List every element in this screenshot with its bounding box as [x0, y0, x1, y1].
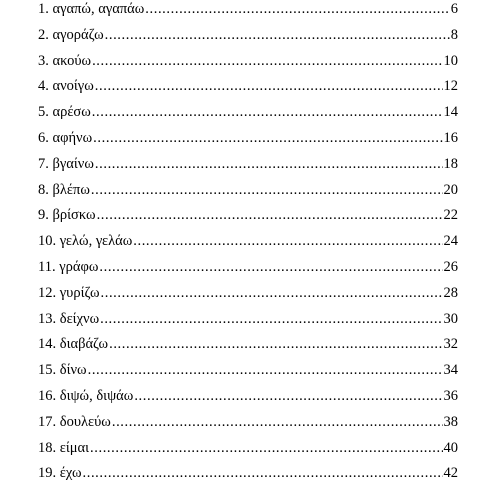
entry-title: γράφω	[59, 259, 99, 275]
toc-entry[interactable]	[38, 414, 458, 436]
entry-number: 18.	[38, 439, 57, 456]
entry-page-number: 28	[443, 284, 458, 301]
dot-leader	[112, 414, 443, 431]
entry-title: διψώ, διψάω	[59, 388, 134, 404]
toc-entry[interactable]	[38, 336, 458, 358]
entry-title: βλέπω	[52, 181, 90, 198]
entry-page-number: 32	[443, 336, 458, 353]
entry-number: 12.	[38, 284, 57, 301]
entry-page-number: 42	[443, 465, 458, 482]
entry-title: αρέσω	[52, 104, 91, 121]
dot-leader	[97, 207, 443, 224]
entry-title: έχω	[59, 465, 82, 482]
entry-page-number: 18	[443, 155, 458, 172]
entry-title: γυρίζω	[59, 284, 100, 301]
entry-page-number: 30	[443, 310, 458, 327]
dot-leader	[101, 285, 443, 302]
entry-number: 6.	[38, 130, 49, 146]
entry-number: 8.	[38, 181, 49, 198]
entry-title: αγοράζω	[52, 26, 104, 43]
dot-leader	[134, 388, 442, 405]
dot-leader	[91, 182, 443, 199]
entry-number: 10.	[38, 233, 57, 250]
entry-title: δείχνω	[59, 310, 100, 327]
entry-number: 9.	[38, 207, 49, 224]
dot-leader	[145, 1, 449, 18]
entry-number: 1.	[38, 1, 49, 17]
toc-entry[interactable]	[38, 440, 458, 462]
entry-page-number: 12	[443, 78, 458, 95]
entry-title: ακούω	[52, 52, 92, 69]
entry-number: 11.	[38, 259, 56, 275]
entry-number: 13.	[38, 310, 57, 327]
entry-page-number: 34	[443, 362, 458, 379]
dot-leader	[95, 78, 443, 95]
dot-leader	[92, 104, 443, 121]
toc-entry[interactable]	[38, 465, 458, 487]
entry-title: αγαπώ, αγαπάω	[52, 1, 145, 17]
entry-page-number: 10	[443, 52, 458, 69]
toc-entry[interactable]	[38, 156, 458, 178]
toc-entry[interactable]	[38, 130, 458, 152]
entry-title: βγαίνω	[52, 155, 94, 172]
entry-number: 16.	[38, 388, 57, 404]
entry-page-number: 40	[443, 439, 458, 456]
toc-entry[interactable]	[38, 388, 458, 410]
dot-leader	[133, 233, 442, 250]
entry-title: δίνω	[59, 362, 87, 379]
entry-number: 15.	[38, 362, 57, 379]
dot-leader	[105, 27, 450, 44]
entry-page-number: 38	[443, 413, 458, 430]
toc-entry[interactable]	[38, 311, 458, 333]
entry-number: 19.	[38, 465, 57, 482]
toc-entry[interactable]	[38, 233, 458, 255]
entry-title: δουλεύω	[59, 413, 111, 430]
entry-number: 7.	[38, 155, 49, 172]
toc-entry[interactable]	[38, 362, 458, 384]
entry-page-number: 16	[443, 130, 458, 146]
dot-leader	[88, 362, 443, 379]
entry-page-number: 14	[443, 104, 458, 121]
dot-leader	[99, 259, 442, 276]
entry-title: βρίσκω	[52, 207, 96, 224]
entry-page-number: 6	[450, 1, 458, 17]
entry-page-number: 36	[443, 388, 458, 404]
dot-leader	[90, 440, 442, 457]
toc-entry[interactable]	[38, 53, 458, 75]
dot-leader	[93, 130, 442, 147]
toc-entry[interactable]	[38, 1, 458, 23]
entry-number: 4.	[38, 78, 49, 95]
dot-leader	[83, 465, 443, 482]
entry-page-number: 22	[443, 207, 458, 224]
toc-entry[interactable]	[38, 78, 458, 100]
dot-leader	[92, 53, 442, 70]
entry-page-number: 20	[443, 181, 458, 198]
entry-page-number: 24	[443, 233, 458, 250]
entry-page-number: 8	[450, 26, 458, 43]
toc-entry[interactable]	[38, 182, 458, 204]
dot-leader	[109, 336, 442, 353]
entry-number: 2.	[38, 26, 49, 43]
entry-page-number: 26	[443, 259, 458, 275]
entry-number: 3.	[38, 52, 49, 69]
dot-leader	[95, 156, 443, 173]
toc-entry[interactable]	[38, 27, 458, 49]
dot-leader	[100, 311, 442, 328]
entry-number: 14.	[38, 336, 57, 353]
toc-entry[interactable]	[38, 207, 458, 229]
toc-entry[interactable]	[38, 259, 458, 281]
entry-title: γελώ, γελάω	[59, 233, 133, 250]
toc-entry[interactable]	[38, 285, 458, 307]
entry-number: 5.	[38, 104, 49, 121]
entry-title: ανοίγω	[52, 78, 94, 95]
toc-entry[interactable]	[38, 104, 458, 126]
entry-number: 17.	[38, 413, 57, 430]
entry-title: αφήνω	[52, 130, 93, 146]
entry-title: είμαι	[59, 439, 90, 456]
entry-title: διαβάζω	[59, 336, 109, 353]
